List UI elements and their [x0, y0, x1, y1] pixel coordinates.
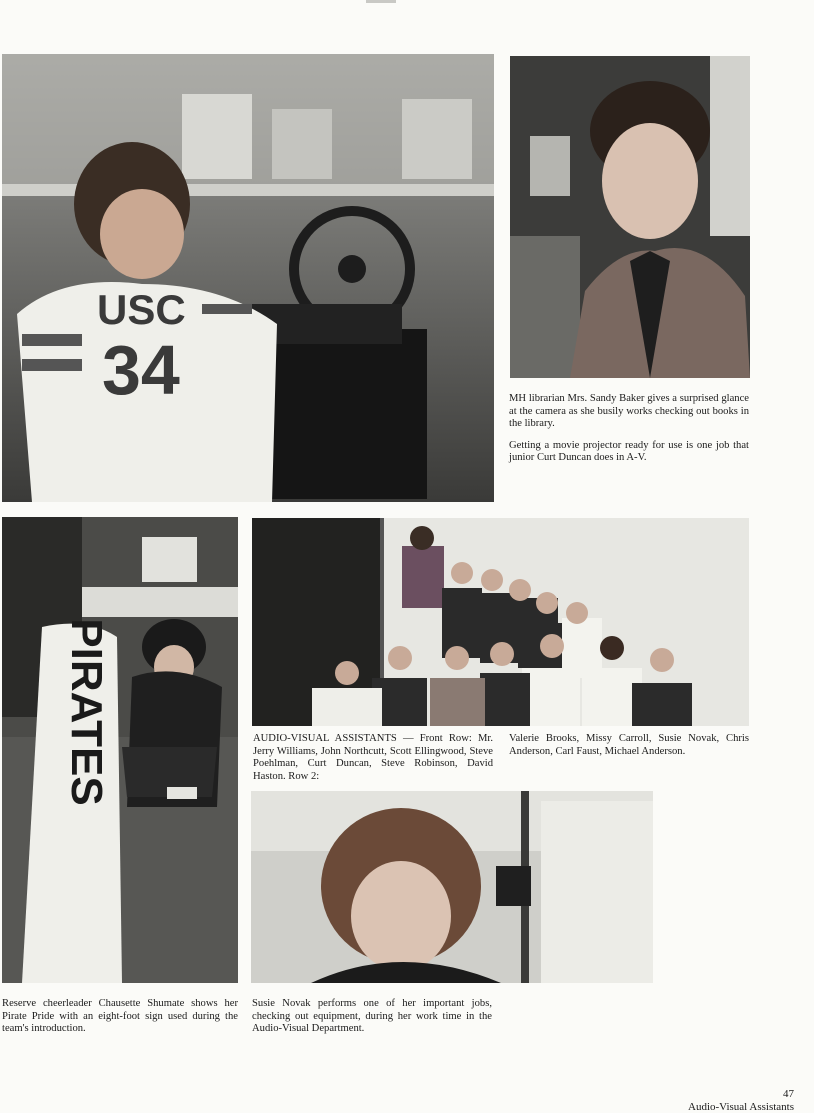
cheerleader-illustration	[2, 517, 238, 983]
photo-group	[252, 518, 749, 726]
photo-novak	[251, 791, 653, 983]
projector-illustration	[2, 54, 494, 502]
caption-projector: Getting a movie projector ready for use is one job that junior Curt Duncan does in A-V.	[509, 439, 749, 464]
page-number: 47	[783, 1088, 794, 1100]
photo-cheerleader	[2, 517, 238, 983]
caption-group-part2: Valerie Brooks, Missy Carroll, Susie Novak, Chris Anderson, Carl Faust, Michael Anderson.	[509, 733, 749, 757]
top-crop-mark	[366, 0, 396, 3]
caption-group-part1: AUDIO-VISUAL ASSISTANTS — Front Row: Mr. Jerry Williams, John Northcutt, Scott Ellingwood, Steve Poehlman, Curt Duncan, Steve Robinson, David Haston. Row 2:	[253, 733, 493, 782]
caption-librarian: MH librarian Mrs. Sandy Baker gives a surprised glance at the camera as she busily works checking out books in the library.	[509, 393, 749, 430]
photo-projector	[2, 54, 494, 502]
jersey-number: 34	[102, 331, 180, 409]
librarian-illustration	[510, 56, 750, 378]
caption-column-right	[509, 393, 749, 474]
caption-group-right	[509, 733, 749, 767]
caption-cheerleader: Reserve cheerleader Chausette Shumate shows her Pirate Pride with an eight-foot sign used during the team's introduction.	[2, 998, 238, 1035]
caption-group-left	[253, 733, 493, 792]
novak-illustration	[251, 791, 653, 983]
section-title: Audio-Visual Assistants	[688, 1101, 794, 1113]
photo-librarian	[510, 56, 750, 378]
jersey-letters: USC	[97, 286, 186, 333]
group-illustration	[252, 518, 749, 726]
pirates-sign-text: PIRATES	[62, 618, 111, 806]
caption-novak: Susie Novak performs one of her important jobs, checking out equipment, during her work time in the Audio-Visual Department.	[252, 998, 492, 1035]
